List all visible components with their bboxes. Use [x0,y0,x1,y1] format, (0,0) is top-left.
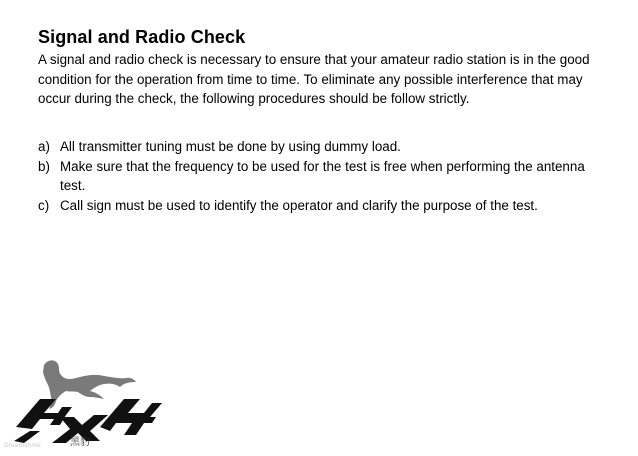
list-item [38,196,613,216]
intro-paragraph: A signal and radio check is necessary to ensure that your amateur radio station is in the good condition for the operation from time to time. To eliminate any possible interference that may occur during the check, the following procedures should be follow strictly. [38,52,590,106]
leaping-panther-4x4-logo-icon [0,355,170,451]
list-marker: b) [38,158,50,174]
list-item [38,137,613,157]
logo-cjk-text: 黑豹 [70,437,90,448]
procedure-list [38,137,613,215]
watermark-text: Dreamstime [4,442,41,449]
page-title: Signal and Radio Check [38,27,246,47]
panther-4x4-logo [0,355,170,456]
list-item-text: All transmitter tuning must be done by using dummy load. [60,139,401,154]
list-marker: c) [38,197,50,213]
list-marker: a) [38,139,50,154]
list-item-text: Make sure that the frequency to be used for the test is free when performing the antenna test. [60,158,585,193]
list-item [38,157,613,196]
list-item-text: Call sign must be used to identify the operator and clarify the purpose of the test. [60,197,538,213]
